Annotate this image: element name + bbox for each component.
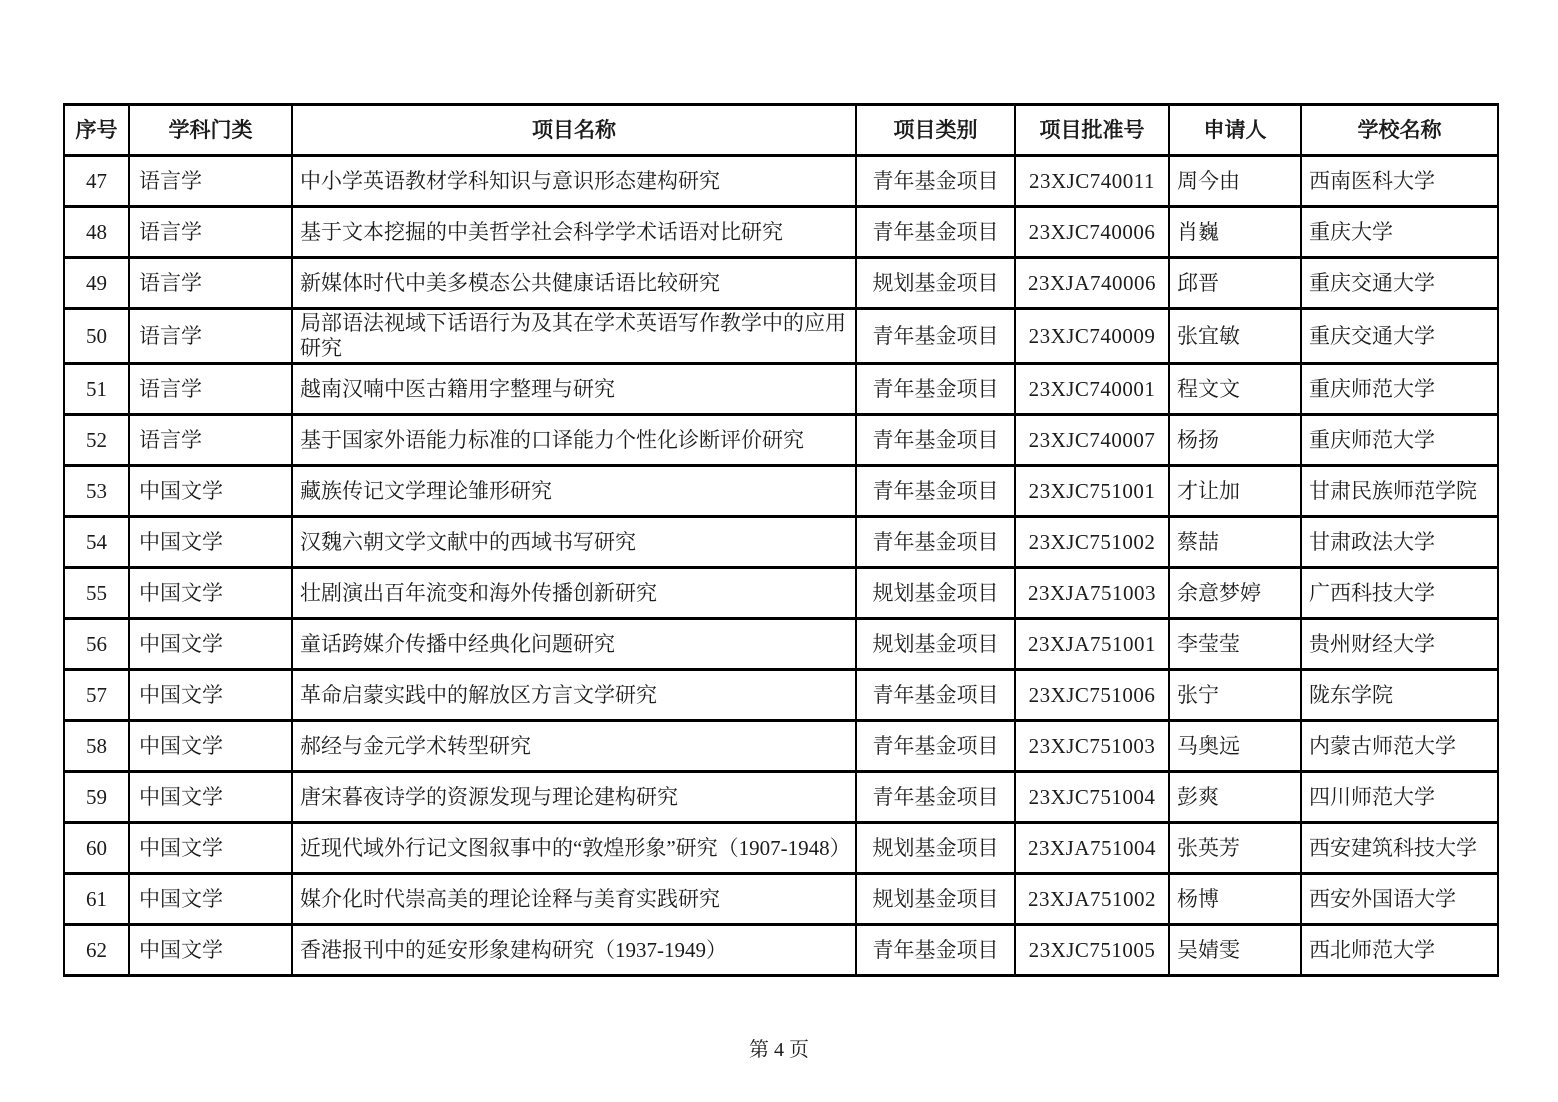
table-row: [64, 874, 1498, 925]
cell-approval-number: 23XJC740001: [1015, 364, 1169, 415]
table-row: [64, 670, 1498, 721]
cell-discipline: 语言学: [129, 258, 292, 309]
page-number: 第 4 页: [749, 1039, 809, 1061]
cell-index: 48: [64, 207, 129, 258]
cell-school: 西安建筑科技大学: [1301, 823, 1498, 874]
cell-category: 青年基金项目: [856, 156, 1015, 207]
table-row: [64, 721, 1498, 772]
cell-index: 53: [64, 466, 129, 517]
cell-category: 青年基金项目: [856, 772, 1015, 823]
cell-applicant: 张宁: [1169, 670, 1301, 721]
cell-approval-number: 23XJC740006: [1015, 207, 1169, 258]
table-row: [64, 364, 1498, 415]
cell-applicant: 余意梦婷: [1169, 568, 1301, 619]
cell-project-name: 郝经与金元学术转型研究: [292, 721, 856, 772]
cell-school: 广西科技大学: [1301, 568, 1498, 619]
cell-project-name: 香港报刊中的延安形象建构研究（1937-1949）: [292, 925, 856, 976]
cell-index: 55: [64, 568, 129, 619]
table-row: [64, 309, 1498, 364]
cell-index: 49: [64, 258, 129, 309]
cell-applicant: 蔡喆: [1169, 517, 1301, 568]
col-header-school: 学校名称: [1301, 105, 1498, 156]
table-row: [64, 925, 1498, 976]
table-row: [64, 772, 1498, 823]
cell-project-name: 越南汉喃中医古籍用字整理与研究: [292, 364, 856, 415]
cell-index: 51: [64, 364, 129, 415]
cell-approval-number: 23XJC751004: [1015, 772, 1169, 823]
cell-applicant: 程文文: [1169, 364, 1301, 415]
cell-school: 重庆师范大学: [1301, 415, 1498, 466]
cell-discipline: 中国文学: [129, 721, 292, 772]
cell-project-name: 壮剧演出百年流变和海外传播创新研究: [292, 568, 856, 619]
cell-index: 62: [64, 925, 129, 976]
cell-discipline: 中国文学: [129, 466, 292, 517]
table-row: [64, 619, 1498, 670]
cell-discipline: 语言学: [129, 415, 292, 466]
cell-category: 青年基金项目: [856, 466, 1015, 517]
cell-index: 52: [64, 415, 129, 466]
cell-approval-number: 23XJA751003: [1015, 568, 1169, 619]
table-header-row: [64, 105, 1498, 156]
cell-project-name: 近现代域外行记文图叙事中的“敦煌形象”研究（1907-1948）: [292, 823, 856, 874]
cell-applicant: 马奥远: [1169, 721, 1301, 772]
col-header-discipline: 学科门类: [129, 105, 292, 156]
cell-category: 青年基金项目: [856, 670, 1015, 721]
cell-applicant: 彭爽: [1169, 772, 1301, 823]
cell-school: 西安外国语大学: [1301, 874, 1498, 925]
cell-index: 59: [64, 772, 129, 823]
cell-category: 规划基金项目: [856, 619, 1015, 670]
cell-discipline: 中国文学: [129, 772, 292, 823]
cell-applicant: 李莹莹: [1169, 619, 1301, 670]
cell-applicant: 肖巍: [1169, 207, 1301, 258]
cell-category: 青年基金项目: [856, 309, 1015, 364]
cell-discipline: 语言学: [129, 156, 292, 207]
col-header-index: 序号: [64, 105, 129, 156]
cell-applicant: 杨扬: [1169, 415, 1301, 466]
cell-discipline: 中国文学: [129, 619, 292, 670]
cell-discipline: 语言学: [129, 309, 292, 364]
cell-discipline: 语言学: [129, 364, 292, 415]
cell-discipline: 中国文学: [129, 670, 292, 721]
cell-approval-number: 23XJA751002: [1015, 874, 1169, 925]
cell-school: 四川师范大学: [1301, 772, 1498, 823]
cell-approval-number: 23XJC751002: [1015, 517, 1169, 568]
cell-index: 50: [64, 309, 129, 364]
cell-project-name: 新媒体时代中美多模态公共健康话语比较研究: [292, 258, 856, 309]
cell-category: 青年基金项目: [856, 517, 1015, 568]
table-row: [64, 156, 1498, 207]
cell-approval-number: 23XJC740011: [1015, 156, 1169, 207]
cell-approval-number: 23XJC740007: [1015, 415, 1169, 466]
cell-index: 58: [64, 721, 129, 772]
cell-applicant: 周今由: [1169, 156, 1301, 207]
cell-school: 重庆师范大学: [1301, 364, 1498, 415]
cell-applicant: 吴婧雯: [1169, 925, 1301, 976]
table-row: [64, 517, 1498, 568]
cell-discipline: 中国文学: [129, 874, 292, 925]
cell-category: 规划基金项目: [856, 823, 1015, 874]
cell-school: 甘肃民族师范学院: [1301, 466, 1498, 517]
cell-category: 青年基金项目: [856, 207, 1015, 258]
cell-project-name: 中小学英语教材学科知识与意识形态建构研究: [292, 156, 856, 207]
cell-discipline: 中国文学: [129, 925, 292, 976]
cell-school: 重庆大学: [1301, 207, 1498, 258]
table-row: [64, 415, 1498, 466]
cell-project-name: 局部语法视域下话语行为及其在学术英语写作教学中的应用研究: [292, 309, 856, 364]
cell-approval-number: 23XJC751006: [1015, 670, 1169, 721]
cell-project-name: 基于国家外语能力标准的口译能力个性化诊断评价研究: [292, 415, 856, 466]
cell-discipline: 中国文学: [129, 517, 292, 568]
table-body: [64, 156, 1498, 976]
cell-project-name: 革命启蒙实践中的解放区方言文学研究: [292, 670, 856, 721]
cell-school: 陇东学院: [1301, 670, 1498, 721]
cell-applicant: 杨博: [1169, 874, 1301, 925]
cell-school: 贵州财经大学: [1301, 619, 1498, 670]
cell-applicant: 张宜敏: [1169, 309, 1301, 364]
table-row: [64, 258, 1498, 309]
col-header-applicant: 申请人: [1169, 105, 1301, 156]
cell-approval-number: 23XJC751003: [1015, 721, 1169, 772]
cell-category: 青年基金项目: [856, 415, 1015, 466]
cell-project-name: 童话跨媒介传播中经典化问题研究: [292, 619, 856, 670]
table-row: [64, 823, 1498, 874]
cell-approval-number: 23XJA740006: [1015, 258, 1169, 309]
cell-approval-number: 23XJA751001: [1015, 619, 1169, 670]
cell-school: 重庆交通大学: [1301, 309, 1498, 364]
cell-school: 内蒙古师范大学: [1301, 721, 1498, 772]
cell-applicant: 张英芳: [1169, 823, 1301, 874]
cell-category: 规划基金项目: [856, 568, 1015, 619]
cell-discipline: 中国文学: [129, 823, 292, 874]
cell-applicant: 邱晋: [1169, 258, 1301, 309]
cell-category: 青年基金项目: [856, 721, 1015, 772]
cell-project-name: 媒介化时代崇高美的理论诠释与美育实践研究: [292, 874, 856, 925]
projects-table: [63, 103, 1499, 977]
cell-category: 规划基金项目: [856, 258, 1015, 309]
cell-approval-number: 23XJC751001: [1015, 466, 1169, 517]
cell-project-name: 唐宋暮夜诗学的资源发现与理论建构研究: [292, 772, 856, 823]
cell-index: 61: [64, 874, 129, 925]
cell-category: 青年基金项目: [856, 925, 1015, 976]
cell-category: 规划基金项目: [856, 874, 1015, 925]
cell-project-name: 汉魏六朝文学文献中的西域书写研究: [292, 517, 856, 568]
cell-applicant: 才让加: [1169, 466, 1301, 517]
cell-approval-number: 23XJC740009: [1015, 309, 1169, 364]
cell-school: 甘肃政法大学: [1301, 517, 1498, 568]
col-header-approval-number: 项目批准号: [1015, 105, 1169, 156]
cell-approval-number: 23XJC751005: [1015, 925, 1169, 976]
cell-school: 重庆交通大学: [1301, 258, 1498, 309]
cell-school: 西北师范大学: [1301, 925, 1498, 976]
cell-project-name: 藏族传记文学理论雏形研究: [292, 466, 856, 517]
cell-discipline: 中国文学: [129, 568, 292, 619]
cell-project-name: 基于文本挖掘的中美哲学社会科学学术话语对比研究: [292, 207, 856, 258]
table-row: [64, 207, 1498, 258]
cell-discipline: 语言学: [129, 207, 292, 258]
cell-index: 56: [64, 619, 129, 670]
cell-index: 60: [64, 823, 129, 874]
col-header-category: 项目类别: [856, 105, 1015, 156]
table-row: [64, 568, 1498, 619]
cell-index: 47: [64, 156, 129, 207]
table-row: [64, 466, 1498, 517]
cell-category: 青年基金项目: [856, 364, 1015, 415]
cell-index: 54: [64, 517, 129, 568]
cell-school: 西南医科大学: [1301, 156, 1498, 207]
cell-index: 57: [64, 670, 129, 721]
col-header-project-name: 项目名称: [292, 105, 856, 156]
cell-approval-number: 23XJA751004: [1015, 823, 1169, 874]
